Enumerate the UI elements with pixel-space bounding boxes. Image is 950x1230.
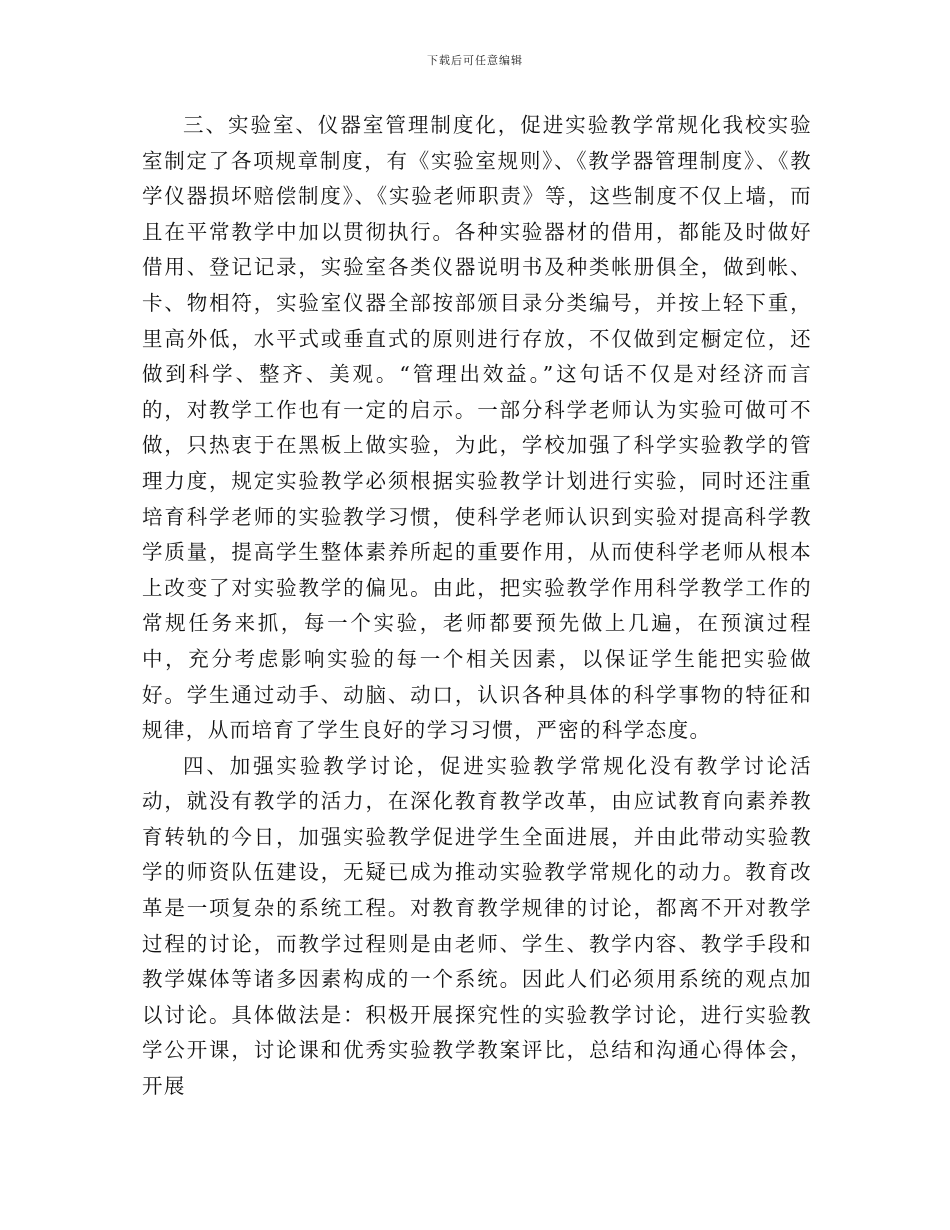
document-body — [142, 108, 812, 1105]
paragraph-lab-management: 三、实验室、仪器室管理制度化，促进实验教学常规化我校实验室制定了各项规章制度，有《实验室规则》、《教学器管理制度》、《教学仪器损坏赔偿制度》、《实验老师职责》等，这些制度不仅上墙，而且在平常教学中加以贯彻执行。各种实验器材的借用，都能及时做好借用、登记记录，实验室各类仪器说明书及种类帐册俱全，做到帐、卡、物相符，实验室仪器全部按部颁目录分类编号，并按上轻下重，里高外低，水平式或垂直式的原则进行存放，不仅做到定橱定位，还做到科学、整齐、美观。“管理出效益。”这句话不仅是对经济而言的，对教学工作也有一定的启示。一部分科学老师认为实验可做可不做，只热衷于在黑板上做实验，为此，学校加强了科学实验教学的管理力度，规定实验教学必须根据实验教学计划进行实验，同时还注重培育科学老师的实验教学习惯，使科学老师认识到实验对提高科学教学质量，提高学生整体素养所起的重要作用，从而使科学老师从根本上改变了对实验教学的偏见。由此，把实验教学作用科学教学工作的常规任务来抓，每一个实验，老师都要预先做上几遍，在预演过程中，充分考虑影响实验的每一个相关因素，以保证学生能把实验做好。学生通过动手、动脑、动口，认识各种具体的科学事物的特征和规律，从而培育了学生良好的学习习惯，严密的科学态度。 — [142, 113, 812, 743]
paragraph-teaching-research: 四、加强实验教学讨论，促进实验教学常规化没有教学讨论活动，就没有教学的活力，在深化教育教学改革，由应试教育向素养教育转轨的今日，加强实验教学促进学生全面进展，并由此带动实验教学的师资队伍建设，无疑已成为推动实验教学常规化的动力。教育改革是一项复杂的系统工程。对教育教学规律的讨论，都离不开对教学过程的讨论，而教学过程则是由老师、学生、教学内容、教学手段和教学媒体等诸多因素构成的一个系统。因此人们必须用系统的观点加以讨论。具体做法是：积极开展探究性的实验教学讨论，进行实验教学公开课，讨论课和优秀实验教学教案评比，总结和沟通心得体会，开展 — [142, 753, 812, 1099]
page-header: 下载后可任意编辑 — [427, 54, 523, 67]
